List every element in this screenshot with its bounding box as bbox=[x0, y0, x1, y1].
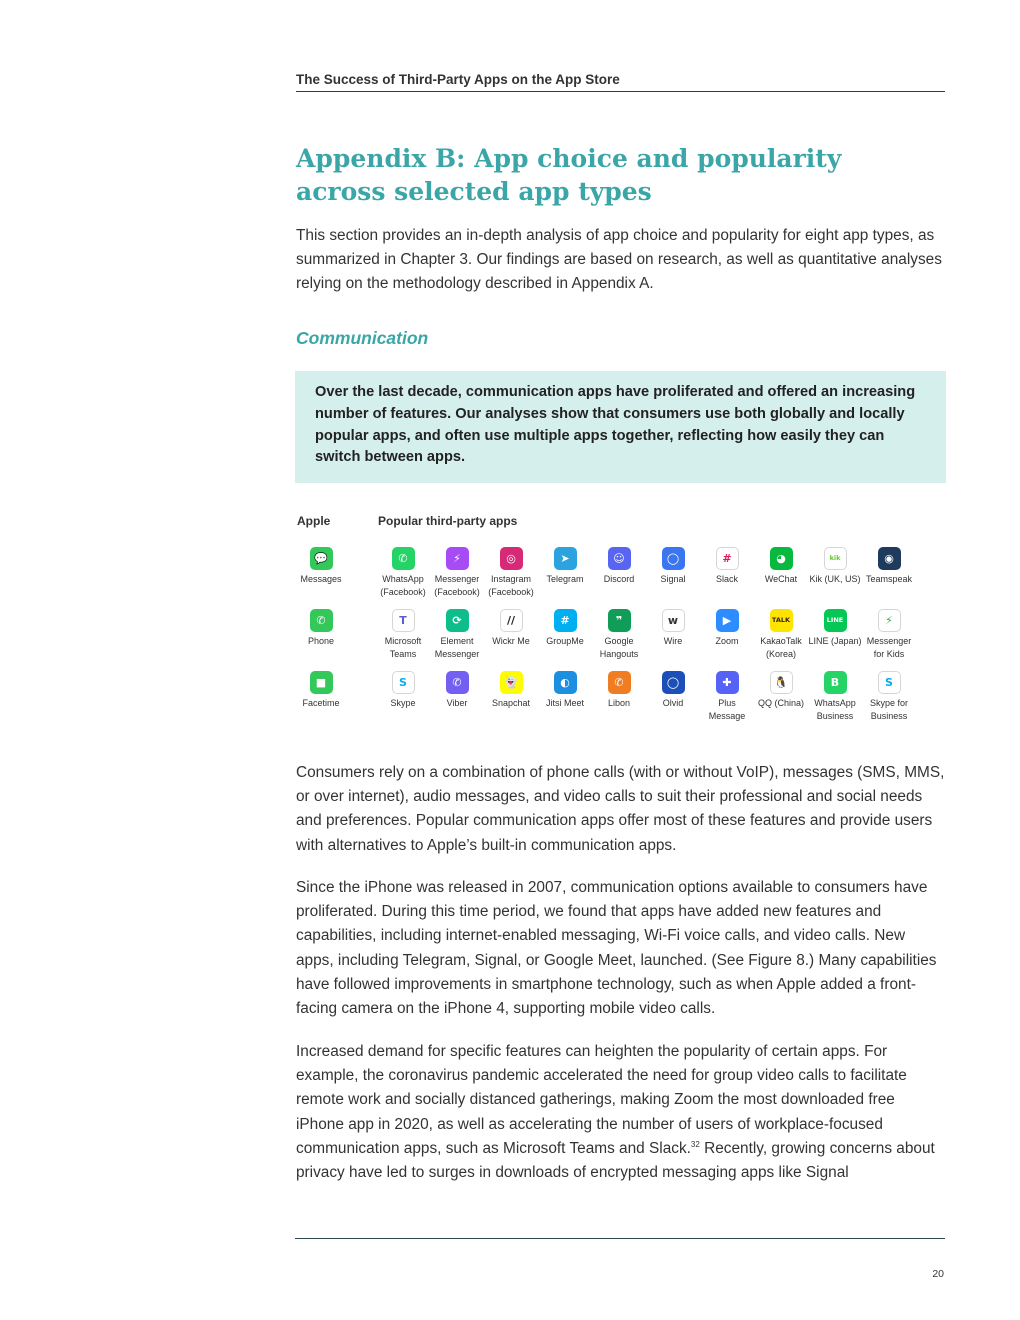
icon-glyph: ◯ bbox=[666, 552, 680, 565]
snapchat-icon bbox=[500, 671, 523, 694]
icon-glyph: 👻 bbox=[504, 676, 518, 689]
line-icon bbox=[824, 609, 847, 632]
app-label: KakaoTalk (Korea) bbox=[760, 636, 802, 659]
app-label: Teamspeak bbox=[865, 574, 913, 584]
element-icon bbox=[446, 609, 469, 632]
icon-glyph: ✆ bbox=[452, 676, 462, 689]
app-tile bbox=[862, 547, 916, 586]
body-paragraph-3 bbox=[296, 1040, 946, 1185]
zoom-icon bbox=[716, 609, 739, 632]
groupme-icon bbox=[554, 609, 577, 632]
icon-glyph: ■ bbox=[315, 676, 327, 689]
app-label: QQ (China) bbox=[757, 698, 804, 708]
phone-icon bbox=[310, 609, 333, 632]
telegram-icon bbox=[554, 547, 577, 570]
skype-icon bbox=[392, 671, 415, 694]
app-label: Phone bbox=[307, 636, 335, 646]
app-tile bbox=[862, 671, 916, 722]
app-label: Signal bbox=[660, 574, 686, 584]
google-hangouts-icon bbox=[608, 609, 631, 632]
app-label: Telegram bbox=[546, 574, 584, 584]
app-label: Viber bbox=[446, 698, 468, 708]
app-label: WhatsApp Business bbox=[814, 698, 856, 721]
app-tile bbox=[808, 609, 862, 648]
app-label: Wickr Me bbox=[492, 636, 530, 646]
messenger-kids-icon bbox=[878, 609, 901, 632]
icon-glyph: ✚ bbox=[722, 676, 732, 689]
app-tile bbox=[754, 547, 808, 586]
kik-icon bbox=[824, 547, 847, 570]
qq-icon bbox=[770, 671, 793, 694]
app-label: Messenger for Kids bbox=[866, 636, 912, 659]
page-title: Appendix B: App choice and popularity across selected app types bbox=[296, 144, 842, 206]
icon-glyph: // bbox=[506, 614, 516, 627]
apple-column-label: Apple bbox=[297, 514, 331, 528]
app-label: Libon bbox=[607, 698, 631, 708]
whatsapp-icon bbox=[392, 547, 415, 570]
icon-glyph: ◎ bbox=[506, 552, 516, 565]
icon-glyph: ⚡ bbox=[453, 552, 461, 565]
icon-glyph: TALK bbox=[771, 616, 791, 625]
page-number: 20 bbox=[932, 1268, 944, 1280]
icon-glyph: ⟳ bbox=[452, 614, 462, 627]
app-label: GroupMe bbox=[546, 636, 584, 646]
callout-box: Over the last decade, communication apps have proliferated and offered an increasing number of features. Our analyses show that consumers use both globally and locally popular apps, and often use multiple apps together, reflecting how easily they can switch between apps. bbox=[295, 371, 946, 483]
app-label: Facetime bbox=[302, 698, 340, 708]
app-label: Skype for Business bbox=[869, 698, 909, 721]
app-tile bbox=[646, 547, 700, 586]
app-label: Kik (UK, US) bbox=[809, 574, 861, 584]
app-label: Skype bbox=[390, 698, 416, 708]
app-label: Messenger (Facebook) bbox=[434, 574, 480, 597]
app-tile bbox=[592, 547, 646, 586]
app-label: Discord bbox=[603, 574, 635, 584]
intro-paragraph: This section provides an in-depth analysis of app choice and popularity for eight app types, as summarized in Chapter 3. Our findings are based on research, as well as quantitative analyses relying on the methodology described in Appendix A. bbox=[296, 227, 942, 293]
app-tile bbox=[538, 609, 592, 648]
icon-glyph: S bbox=[399, 676, 407, 689]
icon-glyph: ☺ bbox=[613, 552, 625, 565]
icon-glyph: 🐧 bbox=[774, 676, 788, 689]
discord-icon bbox=[608, 547, 631, 570]
app-label: Messages bbox=[300, 574, 342, 584]
icon-glyph: LINE bbox=[826, 616, 844, 625]
app-tile bbox=[700, 671, 754, 722]
app-label: WeChat bbox=[764, 574, 798, 584]
whatsapp-business-icon bbox=[824, 671, 847, 694]
app-tile bbox=[294, 609, 348, 648]
instagram-icon bbox=[500, 547, 523, 570]
jitsi-icon bbox=[554, 671, 577, 694]
app-label: Jitsi Meet bbox=[545, 698, 584, 708]
app-label: Element Messenger bbox=[434, 636, 480, 659]
body-paragraph-2: Since the iPhone was released in 2007, communication options available to consumers have proliferated. During this time period, we found that apps have added new features and capabilities, including internet-enabled messaging, Wi-Fi voice calls, and video calls. New apps, including Telegram, Signal, or Google Meet, launched. (See Figure 8.) Many capabilities have followed improvements in smartphone technology, such as when Apple added a front-facing camera on the iPhone 4, supporting mobile video calls. bbox=[296, 879, 937, 1018]
third-party-column-label: Popular third-party apps bbox=[378, 514, 518, 528]
icon-glyph: # bbox=[560, 614, 570, 627]
app-label: Google Hangouts bbox=[599, 636, 639, 659]
app-tile bbox=[592, 609, 646, 660]
paragraph-text: Increased demand for specific features can heighten the popularity of certain apps. For example, the coronavirus pandemic accelerated the need for group video calls to facilitate remote work and socially distanced gatherings, making Zoom the most downloaded free iPhone app in 2020, as well as accelerating the number of users of workplace-focused communication apps, such as Microsoft Teams and Slack. bbox=[296, 1043, 907, 1157]
app-tile bbox=[754, 609, 808, 660]
messages-icon bbox=[310, 547, 333, 570]
icon-glyph: ➤ bbox=[560, 552, 570, 565]
app-tile bbox=[754, 671, 808, 710]
app-label: Zoom bbox=[715, 636, 739, 646]
app-tile bbox=[294, 671, 348, 710]
slack-icon bbox=[716, 547, 739, 570]
app-tile bbox=[808, 547, 862, 586]
icon-glyph: ◉ bbox=[884, 552, 894, 565]
footer-rule bbox=[295, 1238, 945, 1239]
app-tile bbox=[700, 547, 754, 586]
app-tile bbox=[294, 547, 348, 586]
icon-glyph: ◐ bbox=[560, 676, 570, 689]
app-label: Microsoft Teams bbox=[384, 636, 422, 659]
icon-glyph: ◕ bbox=[776, 552, 786, 565]
app-tile bbox=[538, 547, 592, 586]
icon-glyph: ⚡ bbox=[885, 614, 893, 627]
app-tile bbox=[430, 547, 484, 598]
app-tile bbox=[430, 609, 484, 660]
app-tile bbox=[700, 609, 754, 648]
app-label: LINE (Japan) bbox=[808, 636, 862, 646]
microsoft-teams-icon bbox=[392, 609, 415, 632]
olvid-icon bbox=[662, 671, 685, 694]
icon-glyph: S bbox=[885, 676, 893, 689]
skype-for-business-icon bbox=[878, 671, 901, 694]
footnote-ref[interactable]: 32 bbox=[690, 1139, 700, 1149]
icon-glyph: ✆ bbox=[614, 676, 624, 689]
app-label: Wire bbox=[663, 636, 683, 646]
icon-glyph: # bbox=[722, 552, 732, 565]
teamspeak-icon bbox=[878, 547, 901, 570]
icon-glyph: ▶ bbox=[722, 614, 732, 627]
app-tile bbox=[376, 547, 430, 598]
kakaotalk-icon bbox=[770, 609, 793, 632]
app-label: Olvid bbox=[662, 698, 684, 708]
viber-icon bbox=[446, 671, 469, 694]
app-tile bbox=[862, 609, 916, 660]
body-paragraph-1: Consumers rely on a combination of phone calls (with or without VoIP), messages (SMS, MMS, or over internet), audio messages, and video calls to suit their professional and social needs and preferences. Popular communication apps offer most of these features and provide users with alternatives to Apple’s built-in communication apps. bbox=[296, 764, 945, 854]
app-tile bbox=[376, 609, 430, 660]
app-tile bbox=[538, 671, 592, 710]
app-tile bbox=[646, 671, 700, 710]
running-header: The Success of Third-Party Apps on the App Store bbox=[296, 72, 945, 92]
app-tile bbox=[484, 547, 538, 598]
icon-glyph: B bbox=[830, 676, 840, 689]
app-label: Slack bbox=[715, 574, 738, 584]
wickr-icon bbox=[500, 609, 523, 632]
app-tile bbox=[592, 671, 646, 710]
app-tile bbox=[808, 671, 862, 722]
app-label: WhatsApp (Facebook) bbox=[380, 574, 426, 597]
icon-glyph: w bbox=[667, 614, 679, 627]
app-label: Plus Message bbox=[708, 698, 746, 721]
app-label: Snapchat bbox=[491, 698, 531, 708]
icon-glyph: 💬 bbox=[314, 552, 328, 565]
wire-icon bbox=[662, 609, 685, 632]
icon-glyph: ✆ bbox=[398, 552, 408, 565]
icon-glyph: ✆ bbox=[316, 614, 326, 627]
wechat-icon bbox=[770, 547, 793, 570]
app-label: Instagram (Facebook) bbox=[488, 574, 534, 597]
messenger-icon bbox=[446, 547, 469, 570]
paragraph-text: Recently, growing concerns about privacy have led to surges in downloads of encrypted messaging apps like Signal bbox=[296, 1139, 935, 1182]
signal-icon bbox=[662, 547, 685, 570]
app-tile bbox=[646, 609, 700, 648]
icon-glyph: kik bbox=[829, 554, 841, 563]
app-tile bbox=[430, 671, 484, 710]
section-title: Communication bbox=[296, 328, 429, 348]
app-tile bbox=[484, 609, 538, 648]
icon-glyph: ❞ bbox=[615, 614, 623, 627]
app-tile bbox=[484, 671, 538, 710]
facetime-icon bbox=[310, 671, 333, 694]
libon-icon bbox=[608, 671, 631, 694]
app-tile bbox=[376, 671, 430, 710]
plus-message-icon bbox=[716, 671, 739, 694]
icon-glyph: ◯ bbox=[666, 676, 680, 689]
icon-glyph: T bbox=[399, 614, 407, 627]
